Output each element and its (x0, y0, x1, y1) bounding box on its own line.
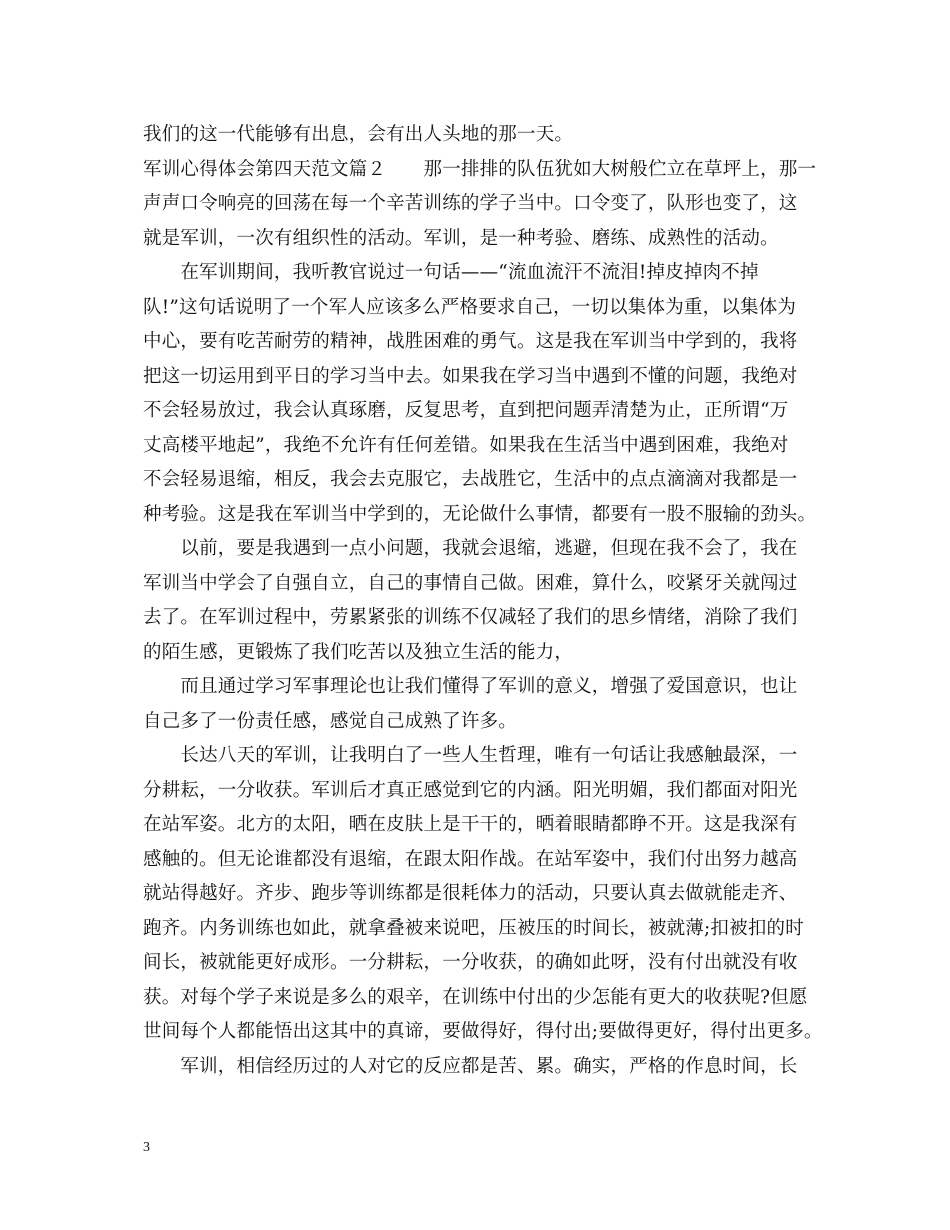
text-line: 感触的。但无论谁都没有退缩，在跟太阳作战。在站军姿中，我们付出努力越高 (143, 848, 798, 870)
text-line: 自己多了一份责任感，感觉自己成熟了许多。 (143, 710, 518, 732)
text-line: 军训心得体会第四天范文篇２ 那一排排的队伍犹如大树般伫立在草坪上，那一 (143, 158, 817, 180)
text-line: 我们的这一代能够有出息，会有出人头地的那一天。 (143, 124, 574, 145)
text-line: 不会轻易放过，我会认真琢磨，反复思考，直到把问题弄清楚为止，正所谓“万 (143, 400, 789, 421)
text-line: 在军训期间，我听教官说过一句话——“流血流汗不流泪!掉皮掉肉不掉 (143, 262, 759, 283)
text-line: 不会轻易退缩，相反，我会去克服它，去战胜它，生活中的点点滴滴对我都是一 (143, 469, 798, 490)
text-line: 就是军训，一次有组织性的活动。军训，是一种考验、磨练、成熟性的活动。 (143, 227, 779, 249)
text-line: 军训，相信经历过的人对它的反应都是苦、累。确实，严格的作息时间，长 (143, 1055, 798, 1077)
page-number: 3 (143, 1140, 150, 1155)
text-line: 跑齐。内务训练也如此，就拿叠被来说吧，压被压的时间长，被就薄;扣被扣的时 (143, 917, 804, 939)
text-line: 种考验。这是我在军训当中学到的，无论做什么事情，都要有一股不服输的劲头。 (143, 503, 817, 525)
text-line: 声声口令响亮的回荡在每一个辛苦训练的学子当中。口令变了，队形也变了，这 (143, 193, 798, 214)
text-line: 而且通过学习军事理论也让我们懂得了军训的意义，增强了爱国意识，也让 (143, 676, 798, 697)
text-line: 就站得越好。齐步、跑步等训练都是很耗体力的活动，只要认真去做就能走齐、 (143, 883, 798, 904)
body-text (143, 118, 823, 1084)
text-line: 军训当中学会了自强自立，自己的事情自己做。困难，算什么，咬紧牙关就闯过 (143, 572, 798, 594)
text-line: 的陌生感，更锻炼了我们吃苦以及独立生活的能力， (143, 641, 574, 663)
text-line: 世间每个人都能悟出这其中的真谛，要做得好，得付出;要做得更好，得付出更多。 (143, 1021, 823, 1042)
text-line: 中心，要有吃苦耐劳的精神，战胜困难的勇气。这是我在军训当中学到的，我将 (143, 331, 798, 352)
text-line: 分耕耘，一分收获。军训后才真正感觉到它的内涵。阳光明媚，我们都面对阳光 (143, 779, 798, 801)
text-line: 间长，被就能更好成形。一分耕耘，一分收获，的确如此呀，没有付出就没有收 (143, 952, 798, 973)
text-line: 去了。在军训过程中，劳累紧张的训练不仅减轻了我们的思乡情绪，消除了我们 (143, 607, 798, 628)
text-line: 获。对每个学子来说是多么的艰辛，在训练中付出的少怎能有更大的收获呢?但愿 (143, 986, 808, 1008)
text-line: 丈高楼平地起”，我绝不允许有任何差错。如果我在生活当中遇到困难，我绝对 (143, 434, 789, 456)
text-line: 队!”这句话说明了一个军人应该多么严格要求自己，一切以集体为重，以集体为 (143, 296, 797, 318)
text-line: 把这一切运用到平日的学习当中去。如果我在学习当中遇到不懂的问题，我绝对 (143, 365, 798, 387)
text-line: 以前，要是我遇到一点小问题，我就会退缩，逃避，但现在我不会了，我在 (143, 538, 798, 559)
text-line: 在站军姿。北方的太阳，晒在皮肤上是干干的，晒着眼睛都睁不开。这是我深有 (143, 814, 798, 835)
text-line: 长达八天的军训，让我明白了一些人生哲理，唯有一句话让我感触最深，一 (143, 745, 798, 766)
